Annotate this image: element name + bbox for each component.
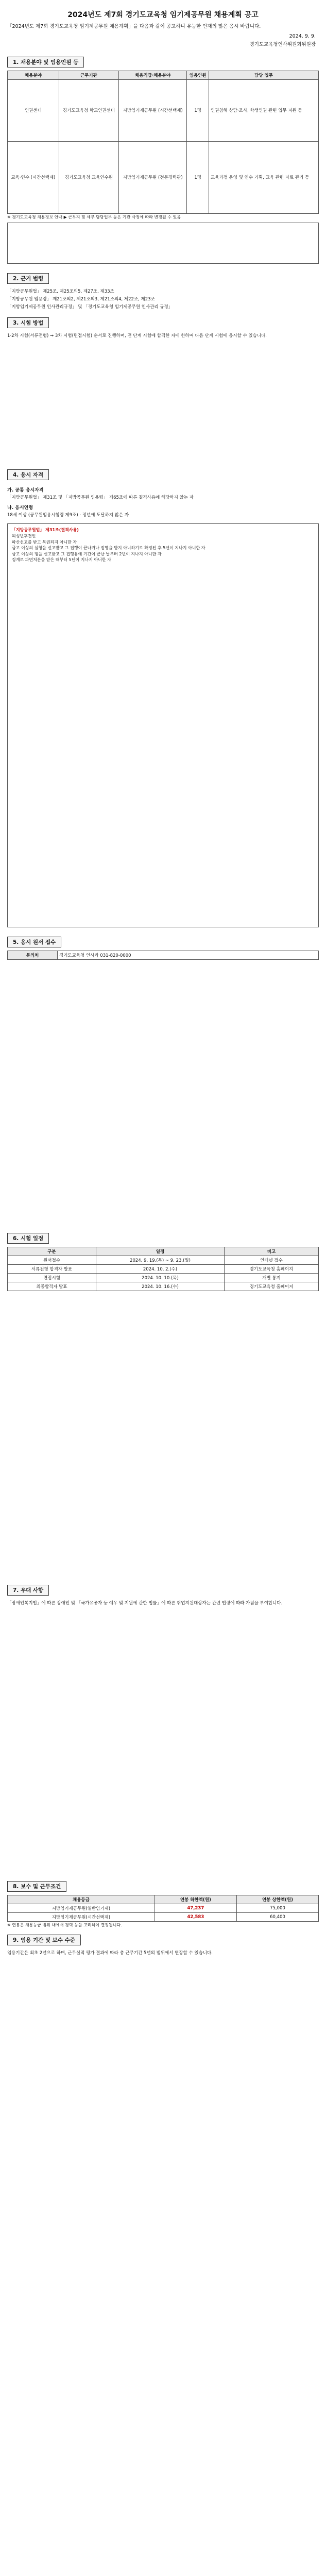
section-9-heading: 9. 임용 기간 및 보수 수준 — [7, 1935, 81, 1945]
section-8-heading: 8. 보수 및 근무조건 — [7, 1881, 66, 1892]
cell: 경기도교육청 홈페이지 — [224, 1282, 318, 1291]
box-item: 피성년후견인 — [12, 534, 36, 539]
exam-method-detail — [7, 341, 319, 464]
cell: 75,000 — [236, 1904, 318, 1913]
page-title: 2024년도 제7회 경기도교육청 임기제공무원 채용계획 공고 — [67, 11, 259, 19]
info-box — [7, 223, 319, 264]
law-item: 「지방공무원 임용령」 제21조의2, 제21조의3, 제21조의4, 제22조, 제23조 — [7, 296, 155, 302]
cell: 1명 — [187, 79, 209, 141]
section-1-heading: 1. 채용분야 및 임용인원 등 — [7, 57, 84, 67]
cell: 2024. 10. 10.(목) — [96, 1274, 225, 1282]
contact-value: 경기도교육청 인사과 031-820-0000 — [58, 951, 319, 960]
col-grade: 채용직급·채용분야 — [119, 71, 187, 79]
table-row — [8, 951, 319, 960]
cell: 42,583 — [155, 1913, 236, 1922]
cell: 개별 통지 — [224, 1274, 318, 1282]
preference-text: 「장애인복지법」에 따른 장애인 및 「국가유공자 등 예우 및 지원에 관한 법률」에 따른 취업지원대상자는 관련 법령에 따라 가점을 부여합니다. — [7, 1601, 283, 1606]
box-title: 「지방공무원법」 제31조(결격사유) — [12, 528, 79, 533]
schedule-table — [7, 1247, 319, 1291]
section-2-heading: 2. 근거 법령 — [7, 273, 49, 284]
col-agency: 근무기관 — [59, 71, 118, 79]
cell: 면접시험 — [8, 1274, 96, 1282]
table-row — [8, 1256, 319, 1265]
section-7-heading: 7. 우대 사항 — [7, 1585, 49, 1596]
col-grade: 채용등급 — [8, 1895, 155, 1904]
cell: 인권센터 — [8, 79, 59, 141]
exam-method-text: 1·2차 시험(서류전형) → 3차 시험(면접시험) 순서로 진행하며, 전 단계 시험에 합격한 자에 한하여 다음 단계 시험에 응시할 수 있습니다. — [7, 333, 267, 338]
cell: 60,400 — [236, 1913, 318, 1922]
table-row — [8, 1913, 319, 1922]
cell: 2024. 9. 19.(목) ~ 9. 23.(월) — [96, 1256, 225, 1265]
table-row — [8, 1274, 319, 1282]
table-row — [8, 1904, 319, 1913]
cell: 경기도교육청 홈페이지 — [224, 1265, 318, 1274]
cell: 교육·연수 (시간선택제) — [8, 141, 59, 213]
cell: 지방임기제공무원 (시간선택제) — [119, 79, 187, 141]
section-5-heading: 5. 응시 원서 접수 — [7, 937, 61, 947]
box-item: 징계로 파면처분을 받은 때부터 5년이 지나지 아니한 자 — [12, 557, 111, 563]
col-max: 연봉 상한액(원) — [236, 1895, 318, 1904]
cell: 지방임기제공무원(일반임기제) — [8, 1904, 155, 1913]
salary-note: ※ 연봉은 채용등급 범위 내에서 경력 등을 고려하여 결정됩니다. — [7, 1923, 122, 1928]
law-item: 「지방임기제공무원 인사관리규정」 및 「경기도교육청 임기제공무원 인사관리 규정」 — [7, 304, 173, 310]
intro-text: 「2024년도 제7회 경기도교육청 임기제공무원 채용계획」을 다음과 같이 공고하니 유능한 인재의 많은 응시 바랍니다. — [7, 24, 261, 29]
eligibility-text: 「지방공무원법」 제31조 및 「지방공무원 임용령」 제65조에 따른 결격사유에 해당하지 않는 자 — [7, 495, 194, 500]
section-3-heading: 3. 시험 방법 — [7, 317, 49, 328]
salary-table — [7, 1895, 319, 1922]
recruit-table-header — [8, 71, 319, 79]
cell: 인권침해 상담·조사, 학생인권 관련 업무 지원 등 — [209, 79, 319, 141]
col-note: 비고 — [224, 1247, 318, 1256]
col-duty: 담당 업무 — [209, 71, 319, 79]
cell: 서류전형 합격자 발표 — [8, 1265, 96, 1274]
salary-header — [8, 1895, 319, 1904]
section-4-heading: 4. 응시 자격 — [7, 469, 49, 480]
cell: 47,237 — [155, 1904, 236, 1913]
col-count: 임용인원 — [187, 71, 209, 79]
cell: 1명 — [187, 141, 209, 213]
section-1-note: ※ 경기도교육청 채용정보 안내 ▶ 근무지 및 세부 담당업무 등은 기관 사정에 따라 변경될 수 있음 — [7, 214, 181, 219]
cell: 지방임기제공무원(시간선택제) — [8, 1913, 155, 1922]
table-row — [8, 1282, 319, 1291]
sub-heading: 가. 공통 응시자격 — [7, 487, 44, 493]
schedule-header — [8, 1247, 319, 1256]
sub-heading: 나. 응시연령 — [7, 505, 33, 511]
box-item: 금고 이상의 형을 선고받고 그 집행유예 기간이 끝난 날부터 2년이 지나지 아니한 자 — [12, 551, 162, 556]
col-field: 채용분야 — [8, 71, 59, 79]
table-row — [8, 1265, 319, 1274]
contact-label: 문의처 — [8, 951, 58, 960]
box-more — [12, 563, 314, 924]
cell: 2024. 10. 2.(수) — [96, 1265, 225, 1274]
recruit-table — [7, 71, 319, 214]
section-6-heading: 6. 시험 일정 — [7, 1233, 49, 1244]
schedule-detail — [7, 1291, 319, 1580]
contact-table — [7, 951, 319, 960]
cell: 경기도교육청 교육연수원 — [59, 141, 118, 213]
col-item: 구분 — [8, 1247, 96, 1256]
col-date: 일정 — [96, 1247, 225, 1256]
issuing-org: 경기도교육청인사위원회위원장 — [249, 41, 316, 47]
box-item: 파산선고를 받고 복권되지 아니한 자 — [12, 539, 77, 545]
cell: 인터넷 접수 — [224, 1256, 318, 1265]
term-text: 임용기간은 최초 2년으로 하며, 근무실적 평가 결과에 따라 총 근무기간 5년의 범위에서 연장할 수 있습니다. — [7, 1951, 213, 1956]
box-item: 금고 이상의 실형을 선고받고 그 집행이 끝나거나 집행을 받지 아니하기로 확정된 후 5년이 지나지 아니한 자 — [12, 546, 205, 551]
cell: 2024. 10. 16.(수) — [96, 1282, 225, 1291]
table-row — [8, 141, 319, 213]
application-detail — [7, 960, 319, 1228]
cell: 지방임기제공무원 (전문경력관) — [119, 141, 187, 213]
age-text: 18세 이상 (공무원임용시험령 제9조) · 정년에 도달하지 않은 자 — [7, 513, 129, 518]
cell: 최종합격자 발표 — [8, 1282, 96, 1291]
law-item: 「지방공무원법」 제25조, 제25조의5, 제27조, 제33조 — [7, 289, 114, 294]
notice-date: 2024. 9. 9. — [289, 33, 316, 39]
col-min: 연봉 하한액(원) — [155, 1895, 236, 1904]
table-row — [8, 79, 319, 141]
cell: 교육과정 운영 및 연수 기획, 교육 관련 자료 관리 등 — [209, 141, 319, 213]
cell: 원서접수 — [8, 1256, 96, 1265]
preference-detail — [7, 1608, 319, 1876]
cell: 경기도교육청 학교인권센터 — [59, 79, 118, 141]
disqualification-box — [7, 523, 319, 927]
